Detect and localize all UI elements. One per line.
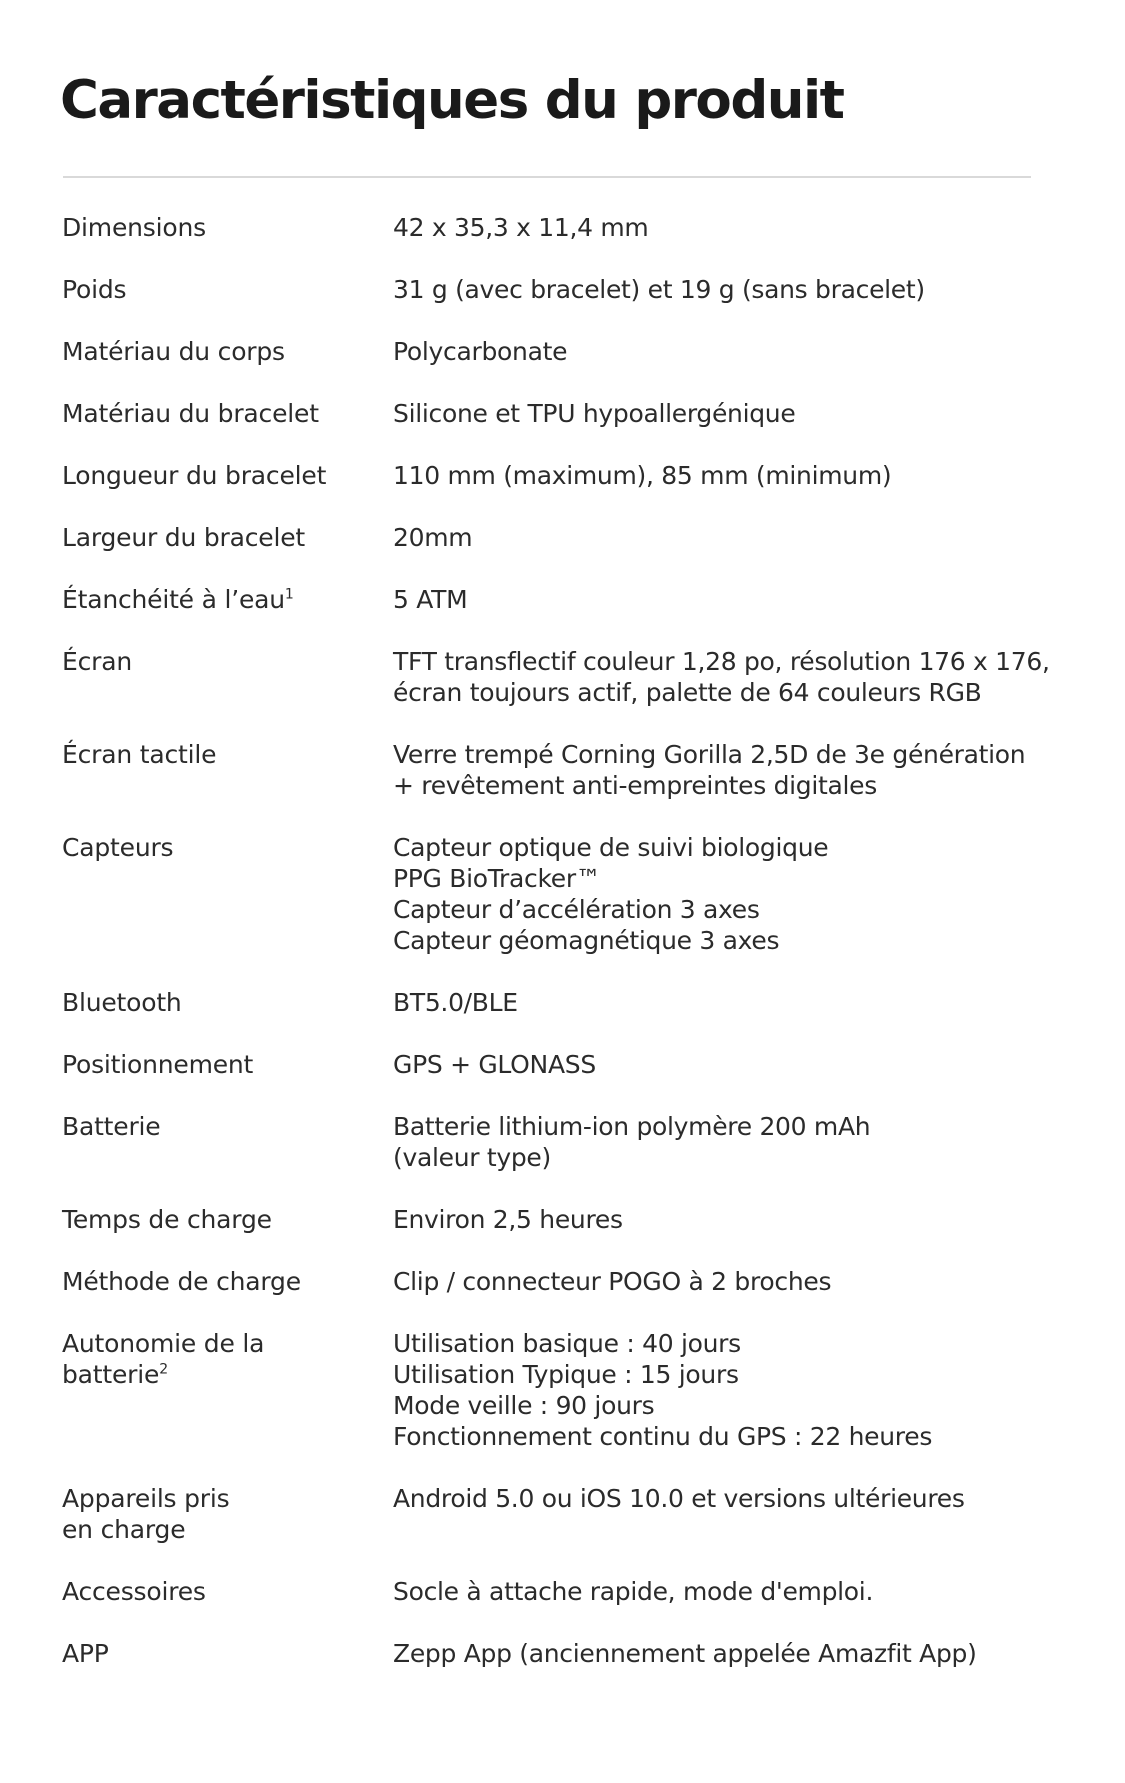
spec-value-line: Polycarbonate (393, 337, 568, 366)
spec-label (62, 398, 393, 429)
spec-label (62, 584, 393, 615)
spec-label-line (62, 646, 393, 677)
spec-label (62, 522, 393, 553)
spec-row (62, 460, 1072, 491)
spec-label-text: Écran (62, 647, 132, 676)
spec-label-text: Matériau du bracelet (62, 399, 319, 428)
spec-value-line: Silicone et TPU hypoallergénique (393, 399, 796, 428)
spec-label-line (62, 1111, 393, 1142)
spec-row (62, 1049, 1072, 1080)
spec-row (62, 336, 1072, 367)
spec-label-line (62, 1638, 393, 1669)
spec-value (393, 1576, 1072, 1607)
spec-label (62, 832, 393, 863)
spec-value (393, 336, 1072, 367)
spec-value (393, 1266, 1072, 1297)
spec-label-text: Largeur du bracelet (62, 523, 305, 552)
spec-label-text: Matériau du corps (62, 337, 285, 366)
spec-value-line: Android 5.0 ou iOS 10.0 et versions ultérieures (393, 1484, 965, 1513)
spec-value (393, 274, 1072, 305)
spec-row (62, 1576, 1072, 1607)
spec-value (393, 460, 1072, 491)
spec-value-line: PPG BioTracker™ (393, 864, 601, 893)
spec-label (62, 1483, 393, 1545)
spec-label (62, 1111, 393, 1142)
spec-value (393, 1049, 1072, 1080)
spec-label (62, 212, 393, 243)
spec-label-line (62, 274, 393, 305)
spec-label-text: Batterie (62, 1112, 161, 1141)
spec-label-line (62, 1328, 393, 1359)
spec-value-line: + revêtement anti-empreintes digitales (393, 771, 877, 800)
spec-label (62, 987, 393, 1018)
spec-label-text: Étanchéité à l’eau (62, 585, 285, 614)
footnote-marker: 2 (159, 1361, 168, 1378)
footnote-marker: 1 (284, 586, 294, 603)
spec-label-line (62, 1576, 393, 1607)
spec-value-line: 110 mm (maximum), 85 mm (minimum) (393, 461, 892, 490)
spec-label-line (62, 584, 393, 615)
spec-label-line (62, 1204, 393, 1235)
spec-value-line: GPS + GLONASS (393, 1050, 596, 1079)
spec-value (393, 739, 1072, 801)
spec-value-line: écran toujours actif, palette de 64 couleurs RGB (393, 678, 982, 707)
spec-label-text: Méthode de charge (62, 1267, 301, 1296)
spec-value-line: Capteur d’accélération 3 axes (393, 895, 760, 924)
spec-value (393, 522, 1072, 553)
spec-row (62, 274, 1072, 305)
spec-value (393, 1111, 1072, 1173)
spec-value-line: Capteur optique de suivi biologique (393, 833, 829, 862)
spec-value (393, 987, 1072, 1018)
spec-label (62, 646, 393, 677)
spec-value-line: Mode veille : 90 jours (393, 1391, 655, 1420)
spec-label-line (62, 987, 393, 1018)
spec-row (62, 1111, 1072, 1173)
spec-label (62, 739, 393, 770)
spec-value (393, 1328, 1072, 1452)
spec-label (62, 1204, 393, 1235)
spec-value (393, 1638, 1072, 1669)
spec-label-line (62, 336, 393, 367)
spec-value (393, 1483, 1072, 1514)
spec-value-line: Utilisation Typique : 15 jours (393, 1360, 739, 1389)
spec-row (62, 584, 1072, 615)
spec-value-line: 5 ATM (393, 585, 468, 614)
spec-label-text: batterie (62, 1360, 160, 1389)
spec-value-line: Environ 2,5 heures (393, 1205, 623, 1234)
spec-value-line: Fonctionnement continu du GPS : 22 heures (393, 1422, 933, 1451)
spec-row (62, 739, 1072, 801)
spec-label-line (62, 1049, 393, 1080)
spec-label-text: Temps de charge (62, 1205, 272, 1234)
spec-label-line (62, 398, 393, 429)
spec-label (62, 1049, 393, 1080)
spec-value (393, 832, 1072, 956)
spec-value-line: 42 x 35,3 x 11,4 mm (393, 213, 649, 242)
spec-row (62, 1638, 1072, 1669)
spec-label-line (62, 460, 393, 491)
title-divider (63, 176, 1031, 178)
spec-row (62, 398, 1072, 429)
spec-row (62, 646, 1072, 708)
spec-value-line: BT5.0/BLE (393, 988, 518, 1017)
spec-row (62, 987, 1072, 1018)
spec-value-line: Clip / connecteur POGO à 2 broches (393, 1267, 832, 1296)
spec-label (62, 460, 393, 491)
spec-value-line: Capteur géomagnétique 3 axes (393, 926, 780, 955)
spec-row (62, 212, 1072, 243)
spec-label-line (62, 1266, 393, 1297)
spec-row (62, 1266, 1072, 1297)
spec-value-line: Utilisation basique : 40 jours (393, 1329, 741, 1358)
spec-value (393, 212, 1072, 243)
spec-label-text: APP (62, 1639, 109, 1668)
spec-value (393, 584, 1072, 615)
spec-value-line: (valeur type) (393, 1143, 551, 1172)
spec-label-text: Longueur du bracelet (62, 461, 327, 490)
spec-row (62, 1328, 1072, 1452)
spec-label (62, 1266, 393, 1297)
spec-row (62, 522, 1072, 553)
spec-label-text: Accessoires (62, 1577, 206, 1606)
page-title: Caractéristiques du produit (60, 70, 844, 131)
spec-label (62, 274, 393, 305)
spec-label (62, 336, 393, 367)
spec-value-line: Socle à attache rapide, mode d'emploi. (393, 1577, 874, 1606)
spec-label-text: Poids (62, 275, 127, 304)
spec-label-line (62, 212, 393, 243)
spec-value (393, 398, 1072, 429)
spec-value-line: Verre trempé Corning Gorilla 2,5D de 3e génération (393, 740, 1026, 769)
spec-row (62, 1483, 1072, 1545)
spec-value-line: 31 g (avec bracelet) et 19 g (sans bracelet) (393, 275, 925, 304)
spec-label-text: Autonomie de la (62, 1329, 265, 1358)
spec-label-text: Capteurs (62, 833, 174, 862)
spec-label-line (62, 1514, 393, 1545)
spec-value-line: Zepp App (anciennement appelée Amazfit App) (393, 1639, 977, 1668)
spec-value (393, 646, 1072, 708)
spec-row (62, 1204, 1072, 1235)
spec-label-text: Positionnement (62, 1050, 254, 1079)
spec-label-line (62, 1483, 393, 1514)
spec-table (62, 212, 1072, 1669)
spec-label-line (62, 832, 393, 863)
spec-row (62, 832, 1072, 956)
spec-value-line: 20mm (393, 523, 473, 552)
spec-value-line: Batterie lithium-ion polymère 200 mAh (393, 1112, 871, 1141)
spec-label (62, 1638, 393, 1669)
spec-label-text: Appareils pris (62, 1484, 230, 1513)
spec-label-text: Dimensions (62, 213, 206, 242)
spec-label-text: Écran tactile (62, 740, 217, 769)
spec-label (62, 1328, 393, 1390)
spec-value-line: TFT transflectif couleur 1,28 po, résolution 176 x 176, (393, 647, 1050, 676)
spec-label-text: Bluetooth (62, 988, 182, 1017)
spec-label-text: en charge (62, 1515, 186, 1544)
spec-label (62, 1576, 393, 1607)
spec-label-line (62, 739, 393, 770)
spec-label-line (62, 1359, 393, 1390)
spec-value (393, 1204, 1072, 1235)
spec-label-line (62, 522, 393, 553)
